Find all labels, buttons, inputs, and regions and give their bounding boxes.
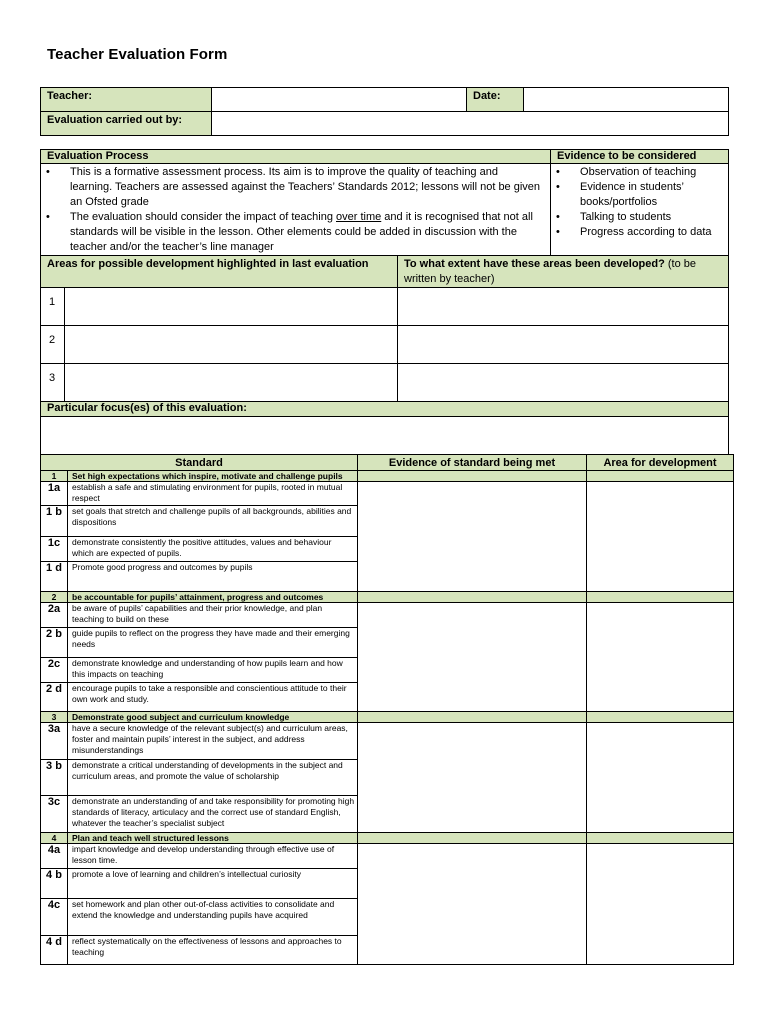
over-time-emphasis: over time <box>336 211 382 223</box>
area-number: 3 <box>41 364 65 402</box>
group-band <box>587 712 734 723</box>
extent-developed-heading: To what extent have these areas been developed? (to be written by teacher) <box>398 256 729 288</box>
development-field[interactable] <box>587 603 734 712</box>
extent-field[interactable] <box>398 364 729 402</box>
date-field[interactable] <box>524 88 729 112</box>
standard-text: set goals that stretch and challenge pupils of all backgrounds, abilities and dispositions <box>68 506 358 537</box>
standard-text: demonstrate knowledge and understanding of how pupils learn and how this impacts on teaching <box>68 658 358 683</box>
evidence-bullet: • Talking to students <box>551 210 724 225</box>
form-title: Teacher Evaluation Form <box>47 46 228 63</box>
extent-field[interactable] <box>398 288 729 326</box>
standard-code: 2c <box>41 658 68 683</box>
focus-heading: Particular focus(es) of this evaluation: <box>41 402 729 417</box>
standard-group-number: 1 <box>41 471 68 482</box>
area-field[interactable] <box>65 364 398 402</box>
standard-code: 1c <box>41 537 68 562</box>
standard-code: 3 b <box>41 760 68 796</box>
evidence-list-cell <box>551 164 729 256</box>
evidence-field[interactable] <box>358 482 587 592</box>
evidence-heading: Evidence to be considered <box>551 150 729 164</box>
evidence-bullet: • Observation of teaching <box>551 165 724 180</box>
evidence-bullet: • Evidence in students’ books/portfolios <box>551 180 724 210</box>
area-number: 2 <box>41 326 65 364</box>
standard-text: be aware of pupils’ capabilities and their prior knowledge, and plan teaching to build on these <box>68 603 358 628</box>
standard-text: demonstrate a critical understanding of developments in the subject and curriculum areas, and promote the value of scholarship <box>68 760 358 796</box>
area-number: 1 <box>41 288 65 326</box>
development-column-header: Area for development <box>587 455 734 471</box>
evidence-column-header: Evidence of standard being met <box>358 455 587 471</box>
standard-column-header: Standard <box>41 455 358 471</box>
evidence-field[interactable] <box>358 844 587 965</box>
group-band <box>358 471 587 482</box>
standard-text: demonstrate an understanding of and take responsibility for promoting high standards of literacy, articulacy and the correct use of standard English, whatever the teacher’s specialist subject <box>68 796 358 833</box>
areas-development-heading: Areas for possible development highlighted in last evaluation <box>41 256 398 288</box>
process-bullet: • The evaluation should consider the impact of teaching over time and it is recognised that not all standards will be visible in the lesson. Other elements could be added in discussion with the teacher and/or the teacher’s line manager <box>41 210 542 255</box>
standard-text: establish a safe and stimulating environment for pupils, rooted in mutual respect <box>68 482 358 506</box>
standard-code: 1a <box>41 482 68 506</box>
area-field[interactable] <box>65 326 398 364</box>
standard-code: 1 b <box>41 506 68 537</box>
standard-code: 2 b <box>41 628 68 658</box>
teacher-info-table <box>40 87 729 136</box>
area-field[interactable] <box>65 288 398 326</box>
teacher-label: Teacher: <box>41 88 212 112</box>
standard-group-number: 4 <box>41 833 68 844</box>
standard-text: have a secure knowledge of the relevant subject(s) and curriculum areas, foster and maintain pupils’ interest in the subject, and address misunderstandings <box>68 723 358 760</box>
standard-text: encourage pupils to take a responsible and conscientious attitude to their own work and study. <box>68 683 358 712</box>
group-band <box>587 833 734 844</box>
development-field[interactable] <box>587 844 734 965</box>
group-band <box>587 592 734 603</box>
standards-table <box>40 454 734 965</box>
standard-text: Promote good progress and outcomes by pupils <box>68 562 358 592</box>
standard-text: reflect systematically on the effectiveness of lessons and approaches to teaching <box>68 936 358 965</box>
evidence-field[interactable] <box>358 723 587 833</box>
group-band <box>358 833 587 844</box>
group-band <box>358 712 587 723</box>
standard-code: 4a <box>41 844 68 869</box>
group-band <box>358 592 587 603</box>
standard-group-number: 3 <box>41 712 68 723</box>
process-bullet-list <box>41 165 542 255</box>
standard-text: guide pupils to reflect on the progress they have made and their emerging needs <box>68 628 358 658</box>
evaluator-field[interactable] <box>212 112 729 136</box>
evidence-field[interactable] <box>358 603 587 712</box>
teacher-field[interactable] <box>212 88 467 112</box>
standard-group-title: Demonstrate good subject and curriculum knowledge <box>68 712 358 723</box>
standard-code: 4 d <box>41 936 68 965</box>
evidence-bullet-list <box>551 165 724 240</box>
date-label: Date: <box>467 88 524 112</box>
standard-code: 4c <box>41 899 68 936</box>
standard-code: 1 d <box>41 562 68 592</box>
standard-code: 3a <box>41 723 68 760</box>
standard-code: 2 d <box>41 683 68 712</box>
development-field[interactable] <box>587 723 734 833</box>
standard-text: impart knowledge and develop understanding through effective use of lesson time. <box>68 844 358 869</box>
extent-field[interactable] <box>398 326 729 364</box>
process-bullet: • This is a formative assessment process. Its aim is to improve the quality of teaching and learning. Teachers are assessed against the Teachers’ Standards 2012; lessons will not be given an Ofsted grade <box>41 165 542 210</box>
evaluation-process-table <box>40 149 729 463</box>
evaluation-process-heading: Evaluation Process <box>41 150 551 164</box>
standard-group-title: be accountable for pupils’ attainment, progress and outcomes <box>68 592 358 603</box>
standard-code: 3c <box>41 796 68 833</box>
standard-text: demonstrate consistently the positive attitudes, values and behaviour which are expected of pupils. <box>68 537 358 562</box>
standard-text: promote a love of learning and children’s intellectual curiosity <box>68 869 358 899</box>
standard-group-title: Set high expectations which inspire, motivate and challenge pupils <box>68 471 358 482</box>
process-description <box>41 164 551 256</box>
evaluator-label: Evaluation carried out by: <box>41 112 212 136</box>
evidence-bullet: • Progress according to data <box>551 225 724 240</box>
development-field[interactable] <box>587 482 734 592</box>
standard-group-number: 2 <box>41 592 68 603</box>
standard-group-title: Plan and teach well structured lessons <box>68 833 358 844</box>
standard-code: 4 b <box>41 869 68 899</box>
standard-text: set homework and plan other out-of-class activities to consolidate and extend the knowledge and understanding pupils have acquired <box>68 899 358 936</box>
standard-code: 2a <box>41 603 68 628</box>
group-band <box>587 471 734 482</box>
